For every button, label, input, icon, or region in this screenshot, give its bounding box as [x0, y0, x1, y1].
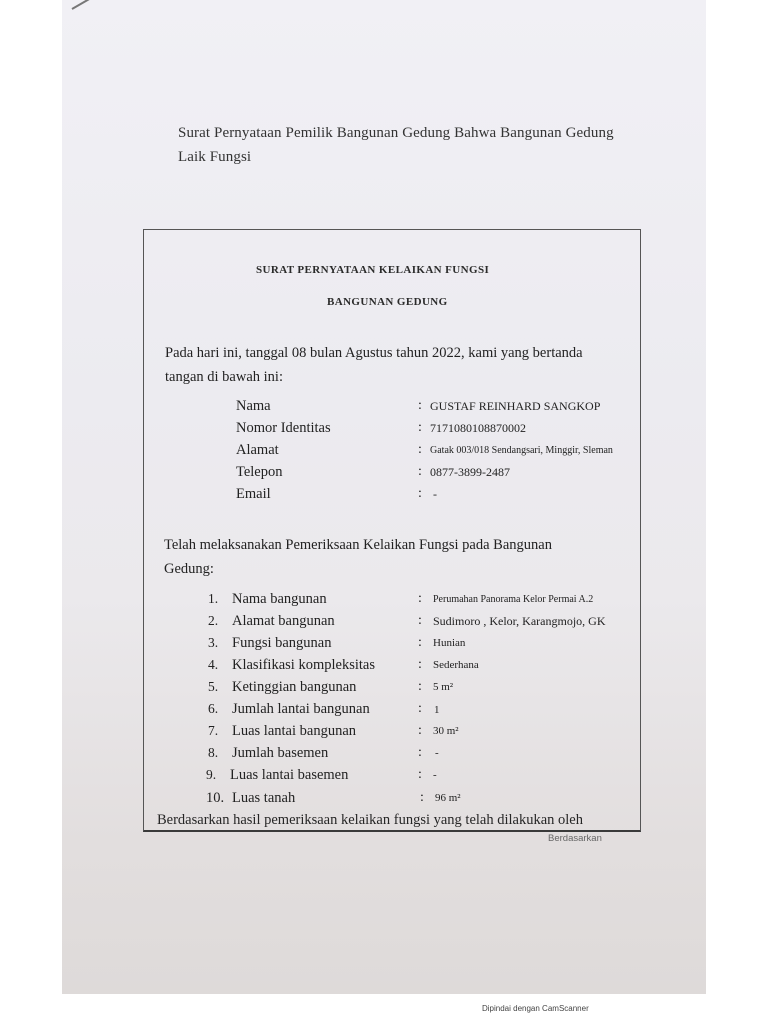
building-label: Klasifikasi kompleksitas: [232, 657, 375, 673]
colon: :: [418, 442, 422, 457]
row-number: 3.: [208, 635, 219, 650]
building-label: Luas lantai bangunan: [232, 723, 357, 739]
building-value: 30 m²: [433, 725, 459, 737]
document-heading-line-1: Surat Pernyataan Pemilik Bangunan Gedung Bahwa Bangunan Gedung: [178, 125, 614, 141]
section-intro-line-1: Telah melaksanakan Pemeriksaan Kelaikan Fungsi pada Bangunan: [164, 537, 552, 553]
section-intro-line-2: Gedung:: [164, 561, 214, 577]
row-number: 1.: [208, 591, 219, 606]
building-label: Luas lantai basemen: [230, 767, 349, 783]
identity-label: Alamat: [236, 442, 279, 458]
document-heading-line-2: Laik Fungsi: [178, 149, 252, 165]
row-number: 4.: [208, 657, 219, 672]
intro-line-1: Pada hari ini, tanggal 08 bulan Agustus tahun 2022, kami yang bertanda: [165, 345, 583, 361]
scanner-watermark: Dipindai dengan CamScanner: [482, 1004, 589, 1013]
building-value: Sederhana: [433, 659, 479, 671]
identity-label: Telepon: [236, 464, 283, 480]
colon: :: [418, 767, 422, 782]
building-label: Alamat bangunan: [232, 613, 335, 629]
identity-value: GUSTAF REINHARD SANGKOP: [430, 399, 601, 413]
building-label: Jumlah basemen: [232, 745, 329, 761]
colon: :: [418, 613, 422, 628]
identity-label: Nama: [236, 398, 271, 414]
building-label: Ketinggian bangunan: [232, 679, 357, 695]
identity-value: 0877-3899-2487: [430, 465, 510, 479]
colon: :: [420, 790, 424, 805]
statement-box: [143, 229, 641, 832]
continuation-line: Berdasarkan hasil pemeriksaan kelaikan fungsi yang telah dilakukan oleh: [157, 812, 583, 828]
identity-label: Email: [236, 486, 271, 502]
building-label: Nama bangunan: [232, 591, 327, 607]
building-value: 1: [434, 704, 440, 716]
building-value: 96 m²: [435, 792, 461, 804]
colon: :: [418, 635, 422, 650]
building-value: 5 m²: [433, 681, 454, 693]
colon: :: [418, 701, 422, 716]
building-label: Jumlah lantai bangunan: [232, 701, 370, 717]
colon: :: [418, 486, 422, 501]
building-value: Perumahan Panorama Kelor Permai A.2: [433, 594, 594, 605]
row-number: 2.: [208, 613, 219, 628]
next-page-catchword: Berdasarkan: [548, 833, 602, 844]
row-number: 10.: [206, 790, 225, 806]
colon: :: [418, 398, 422, 413]
row-number: 5.: [208, 679, 219, 694]
colon: :: [418, 679, 422, 694]
identity-value: -: [433, 487, 437, 501]
statement-title: SURAT PERNYATAAN KELAIKAN FUNGSI: [256, 264, 490, 276]
colon: :: [418, 591, 422, 606]
colon: :: [418, 420, 422, 435]
colon: :: [418, 657, 422, 672]
statement-subtitle: BANGUNAN GEDUNG: [327, 296, 448, 308]
building-value: -: [433, 769, 437, 781]
identity-value: 7171080108870002: [430, 421, 526, 435]
building-value: Sudimoro , Kelor, Karangmojo, GK: [433, 614, 606, 628]
colon: :: [418, 464, 422, 479]
building-label: Fungsi bangunan: [232, 635, 332, 651]
colon: :: [418, 723, 422, 738]
building-label: Luas tanah: [232, 790, 296, 806]
intro-line-2: tangan di bawah ini:: [165, 369, 283, 385]
row-number: 6.: [208, 701, 219, 716]
building-value: -: [435, 747, 439, 759]
row-number: 8.: [208, 745, 219, 760]
colon: :: [418, 745, 422, 760]
row-number: 7.: [208, 723, 219, 738]
identity-label: Nomor Identitas: [236, 420, 331, 436]
row-number: 9.: [206, 767, 217, 782]
building-value: Hunian: [433, 637, 466, 649]
identity-value: Gatak 003/018 Sendangsari, Minggir, Sleman: [430, 445, 613, 456]
